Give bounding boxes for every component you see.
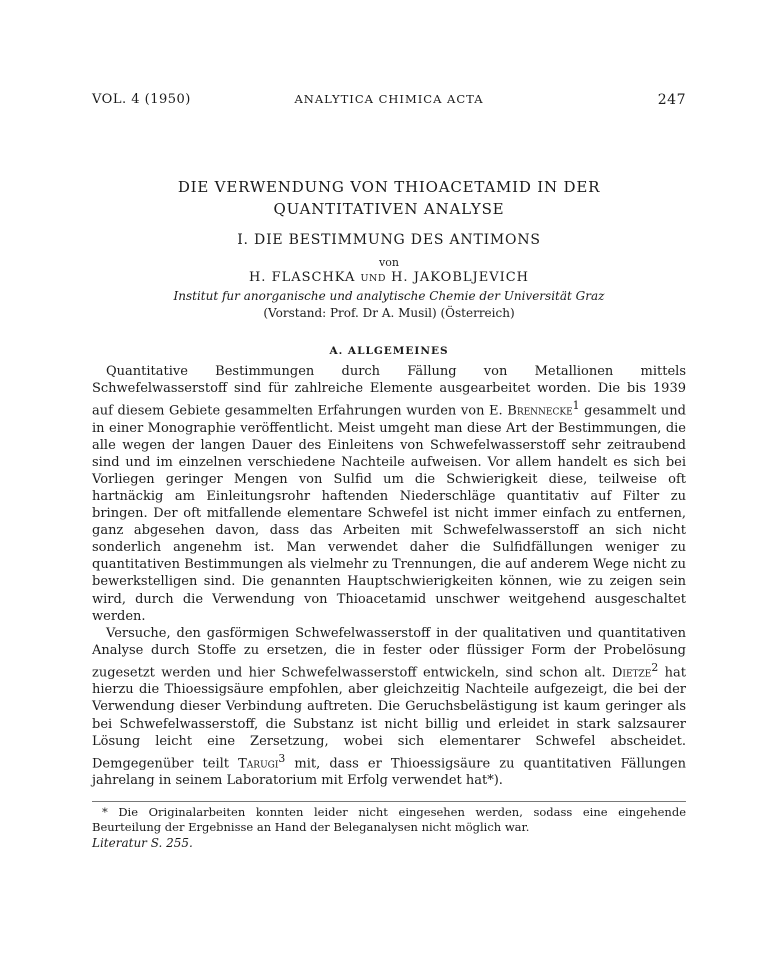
citation-brennecke: Brennecke	[507, 403, 573, 419]
authors	[92, 270, 686, 285]
literature-reference: Literatur S. 255.	[92, 836, 193, 850]
body-text	[92, 363, 686, 789]
reference-marker-3: 3	[278, 751, 286, 765]
citation-tarugi: Tarugi	[238, 756, 279, 772]
citation-dietze: Dietze	[611, 665, 652, 681]
author-1: H. FLASCHKA	[248, 270, 356, 285]
paragraph-2-part-a: Versuche, den gasförmigen Schwefelwasserstoff in der qualitativen und quantitativen Analyse durch Stoffe zu ersetzen, die in fester oder flüssiger Form der Probelösung zugesetzt werden und hier Schwefelwasserstoff entwickeln, sind schon alt.	[92, 625, 686, 681]
article-title	[92, 176, 686, 220]
paragraph-1	[92, 363, 686, 625]
author-2: H. JAKOBLJEVICH	[391, 270, 530, 285]
volume-info: VOL. 4 (1950)	[92, 92, 191, 107]
title-line-2: QUANTITATIVEN ANALYSE	[273, 200, 505, 218]
title-line-1: DIE VERWENDUNG VON THIOACETAMID IN DER	[177, 178, 601, 196]
paragraph-2-part-c: mit, dass er Thioessigsäure zu quantitativen Fällungen jahrelang in seinem Laboratorium mit Erfolg verwendet hat*).	[92, 756, 686, 789]
paragraph-2-part-b: hat hierzu die Thioessigsäure empfohlen, aber gleichzeitig Nachteile aufgezeigt, die bei der Verwendung dieser Verbindung auftreten. Die Geruchsbelästigung ist kaum geringer als bei Schwefelwasserstoff, die Substanz ist nicht billig und erleidet in stark salzsaurer Lösung leicht eine Zersetzung, wobei sich elementarer Schwefel abscheidet. Demgegenüber teilt	[92, 665, 686, 772]
institute-director: (Vorstand: Prof. Dr A. Musil) (Österreich)	[263, 306, 515, 320]
institute: Institut fur anorganische und analytische Chemie der Universität Graz	[173, 289, 605, 303]
reference-marker-1: 1	[572, 399, 580, 413]
page-number: 247	[657, 92, 686, 108]
paragraph-2	[92, 625, 686, 790]
article-subtitle: I. DIE BESTIMMUNG DES ANTIMONS	[237, 232, 541, 248]
author-conjunction: UND	[360, 273, 386, 284]
paragraph-1-part-a: Quantitative Bestimmungen durch Fällung von Metallionen mittels Schwefelwasserstoff sind für zahlreiche Elemente ausgearbeitet worden. Die bis 1939 auf diesem Gebiete gesammelten Erfahrungen wurden von E.	[92, 364, 686, 419]
section-heading: A. ALLGEMEINES	[329, 345, 449, 357]
paragraph-1-part-b: gesammelt und in einer Monographie veröffentlicht. Meist umgeht man diese Art der Bestimmungen, die alle wegen der langen Dauer des Einleitens von Schwefelwasserstoff sehr zeitraubend sind und im einzelnen verschiedene Nachteile aufweisen. Vor allem handelt es sich bei Vorliegen geringer Mengen von Sulfid um die Schwierigkeit diese, teilweise oft hartnäckig am Einleitungsrohr haftenden Niederschläge quantitativ auf Filter zu bringen. Der oft mitfallende elementare Schwefel ist nicht immer einfach zu entfernen, ganz abgesehen davon, dass das Arbeiten mit Schwefelwasserstoff an sich nicht sonderlich angenehm ist. Man verwendet daher die Sulfidfällungen weniger zu quantitativen Bestimmungen als vielmehr zu Trennungen, die auf anderem Wege nicht zu bewerkstelligen sind. Die genannten Hauptschwierigkeiten können, wie zu zeigen sein wird, durch die Verwendung von Thioacetamid unschwer weitgehend ausgeschaltet werden.	[92, 403, 686, 624]
footnote	[92, 801, 686, 834]
byline-von: von	[379, 256, 399, 269]
footnote-text: * Die Originalarbeiten konnten leider nicht eingesehen werden, sodass eine eingehende Beurteilung der Ergebnisse an Hand der Beleganalysen nicht möglich war.	[92, 805, 686, 834]
reference-marker-2: 2	[651, 660, 659, 674]
journal-name: ANALYTICA CHIMICA ACTA	[294, 92, 484, 106]
